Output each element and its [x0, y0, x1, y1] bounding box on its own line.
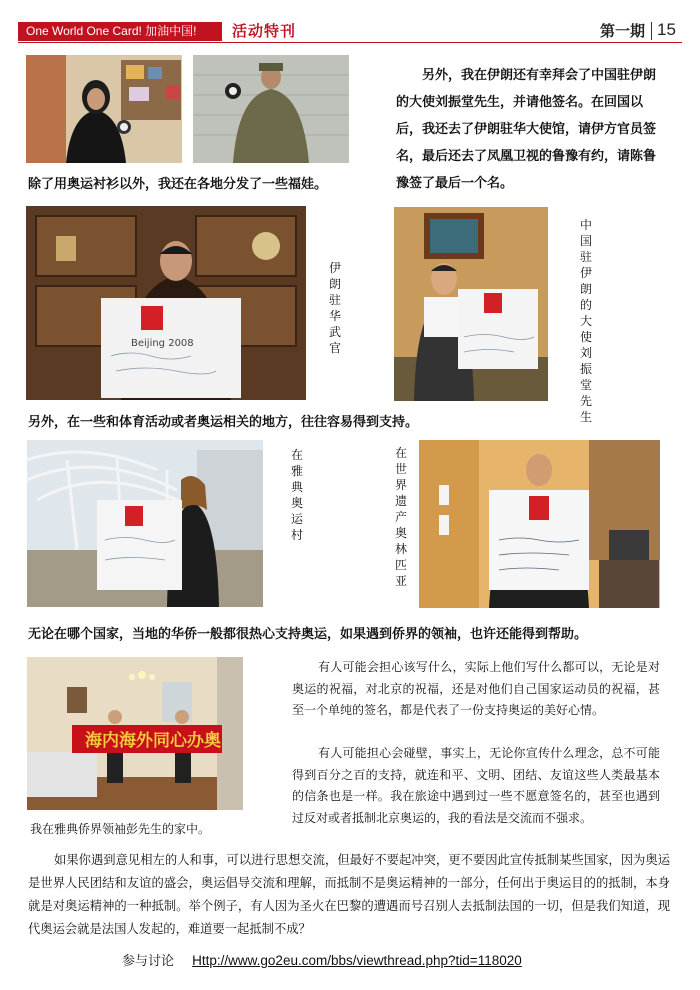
banner-text: 海内海外同心办奥: [85, 731, 221, 751]
discussion-label: 参与讨论: [122, 954, 175, 969]
svg-text:Beijing 2008: Beijing 2008: [131, 338, 194, 349]
paragraph-what-to-write: 有人可能会担心该写什么，实际上他们写什么都可以，无论是对奥运的祝福，对北京的祝福，还是对他们自己国家运动员的祝福，甚至一个单纯的签名，都是代表了一份支持奥运的美好心情。: [292, 660, 660, 717]
caption-ambassador: 中国驻伊朗的大使刘振堂先生: [579, 218, 592, 424]
photo-iran-military-attache: [26, 206, 306, 400]
row2-statement: 另外，在一些和体育活动或者奥运相关的地方，往往容易得到支持。: [28, 415, 419, 430]
header-slogan: One World One Card! 加油中国!: [18, 22, 222, 41]
paragraph-rejection: 有人可能担心会碰壁，事实上，无论你宣传什么理念，总不可能得到百分之百的支持，就连和平、文明、团结、友谊这些人类最基本的信条也是一样。我在旅途中遇到过一些不愿意签名的，甚至也遇到过反对或者抵制北京奥运的，我的看法是交流而不强求。: [292, 746, 660, 825]
photo-ambassador-liu: [394, 207, 548, 401]
peng-home-caption: 我在雅典侨界领袖彭先生的家中。: [30, 822, 211, 836]
top-right-paragraph: 另外，我在伊朗还有幸拜会了中国驻伊朗的大使刘振堂先生，并请他签名。在回国以后，我还去了伊朗驻华大使馆，请伊方官员签名，最后还去了凤凰卫视的鲁豫有约，请陈鲁豫签了最后一个名。: [396, 68, 657, 191]
caption-iran-attache: 伊朗驻华武官: [328, 261, 341, 355]
issue-label: 第一期: [600, 22, 646, 40]
discussion-footer: [122, 950, 522, 969]
discussion-link[interactable]: Http://www.go2eu.com/bbs/viewthread.php?tid=118020: [192, 953, 522, 968]
section-title: 活动特刊: [232, 22, 297, 40]
photo-soldier-with-fuwa: [193, 55, 349, 163]
top-left-caption: 除了用奥运衬衫以外，我还在各地分发了一些福娃。: [28, 177, 328, 192]
header-rule: [18, 42, 682, 43]
header-divider: [651, 22, 652, 40]
row3-statement: 无论在哪个国家，当地的华侨一般都很热心支持奥运，如果遇到侨界的领袖，也许还能得到帮助。: [28, 627, 588, 642]
caption-olympia: 在世界遗产奥林匹亚: [394, 446, 407, 588]
photo-peng-home: [27, 657, 243, 810]
photo-athens-olympic-village: [27, 440, 263, 607]
page-number: 15: [657, 20, 676, 39]
photo-woman-with-fuwa: [26, 55, 182, 163]
paragraph-boycott: 如果你遇到意见相左的人和事，可以进行思想交流，但最好不要起冲突，更不要因此宣传抵制某些国家，因为奥运是世界人民团结和友谊的盛会，奥运倡导交流和理解，而抵制不是奥运精神的一部分，任何出于奥运目的的抵制，本身就是对奥运精神的一种抵制。举个例子，有人因为圣火在巴黎的遭遇而号召别人去抵制法国的一切，但是我们知道，现代奥运会就是法国人发起的，难道要一起抵制不成？: [28, 853, 670, 936]
caption-athens-village: 在雅典奥运村: [290, 448, 303, 542]
photo-olympia-heritage: [419, 440, 660, 608]
